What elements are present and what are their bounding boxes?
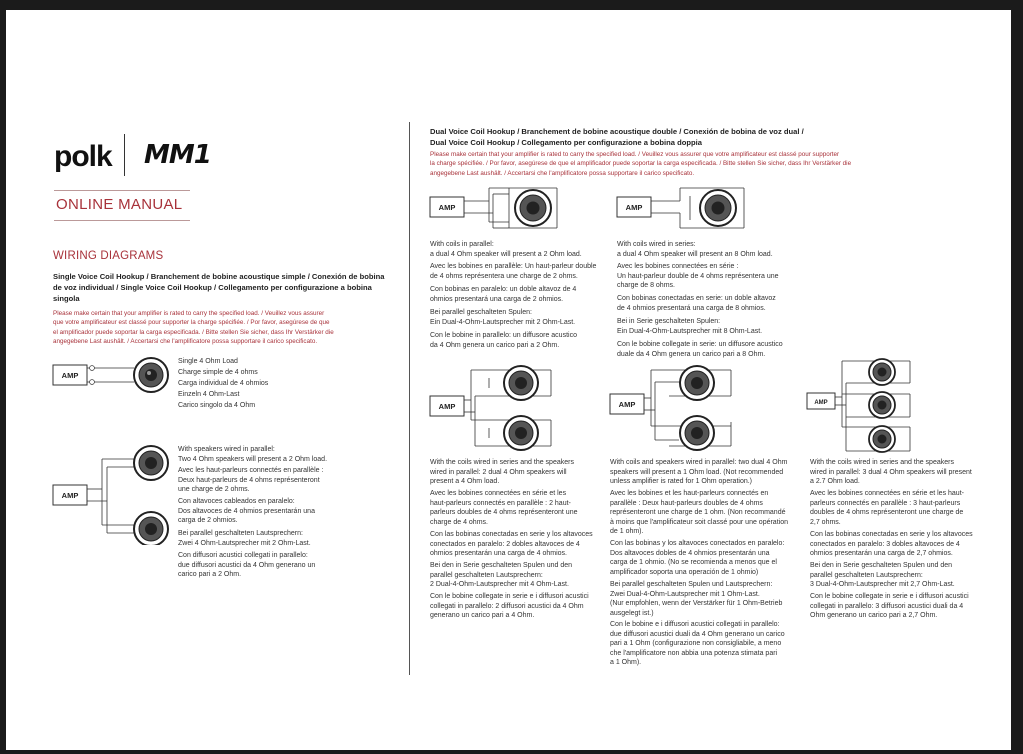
- dvc-warning: Please make certain that your amplifier is rated to carry the specified load. / Veuillez vous assurer que votre amplificateur est classé pour supporter la charge spécifiée. / Por favor, asegúrese de que el amplificador puede soportar la carga especificada. / Bitte stellen Sie sicher, dass Ihr Verstärker die angegebene Last aushält. / Accertarsi che l'amplificatore possa supportare il carico specificato.: [430, 151, 852, 177]
- parallel-text-fr: Avec les haut-parleurs connectés en parallèle : Deux haut-parleurs de 4 ohms représenteront une charge de 2 ohms.: [178, 467, 324, 494]
- dvc-series-fr: Avec les bobines connectées en série : Un haut-parleur double de 4 ohms représentera une charge de 8 ohms.: [617, 263, 779, 290]
- two-series-es: Con las bobinas conectadas en serie y los altavoces conectados en paralelo: 2 dobles altavoces de 4 ohmios presentarán una carga de 4 ohmios.: [430, 531, 593, 558]
- dvc-parallel-it: Con le bobine in parallelo: un diffusore acustico da 4 Ohm genera un carico pari a 2 Ohm.: [430, 332, 577, 349]
- amp-label: AMP: [625, 203, 643, 212]
- section-title: ONLINE MANUAL: [56, 196, 183, 213]
- dvc-series-diagram: [616, 182, 756, 234]
- all-parallel-de: Bei parallel geschalteten Spulen und Lautsprechern: Zwei Dual-4-Ohm-Lautsprecher mit 1 Ohm-Last. (Nur empfohlen, wenn der Verstärker für 1 Ohm-Betrieb ausgelegt ist.): [610, 581, 783, 617]
- parallel-speaker-diagram: [52, 445, 178, 545]
- rule-top: [54, 190, 190, 191]
- three-series-es: Con las bobinas conectadas en serie y los altavoces conectados en paralelo: 3 dobles altavoces de 4 ohmios presentarán una carga de 2,7 ohmios.: [810, 531, 973, 558]
- column-divider: [409, 122, 410, 675]
- dvc-heading: Dual Voice Coil Hookup / Branchement de bobine acoustique double / Conexión de bobina de voz dual / Dual Voice Coil Hookup / Collegamento per configurazione a bobina doppia: [430, 127, 804, 147]
- all-parallel-it: Con le bobine e i diffusori acustici collegati in parallelo: due diffusori acustici duali da 4 Ohm generano un carico pari a 1 Ohm (configurazione non consigliabile, a meno che l'amplificatore non abbia una potenza stimata pari a 1 Ohm).: [610, 621, 785, 667]
- two-series-de: Bei den in Serie geschalteten Spulen und den parallel geschalteten Lautsprechern: 2 Dual-4-Ohm-Lautsprecher mit 4 Ohm-Last.: [430, 562, 573, 589]
- three-series-parallel-diagram: [806, 355, 916, 455]
- dvc-parallel-de: Bei parallel geschalteten Spulen: Ein Dual-4-Ohm-Lautsprecher mit 2 Ohm-Last.: [430, 309, 576, 326]
- parallel-text-en: With speakers wired in parallel: Two 4 Ohm speakers will present a 2 Ohm load.: [178, 446, 328, 463]
- svc-warning: Please make certain that your amplifier is rated to carry the specified load. / Veuillez vous assurer que votre amplificateur est classé pour supporter la charge spécifiée. / Por favor, asegúrese de que el amplificador puede soportar la carga especificada. / Bitte stellen Sie sicher, dass Ihr Verstärker die angegebene Last aushält. / Accertarsi che l'amplificatore possa supportare il carico specificato.: [53, 310, 334, 346]
- svc-heading: Single Voice Coil Hookup / Branchement de bobine acoustique simple / Conexión de bobina de voz individual / Single Voice Coil Hookup / Collegamento per configurazione a bobina singola: [53, 272, 385, 303]
- single-load-text: Single 4 Ohm Load Charge simple de 4 ohms Carga individual de 4 ohmios Einzeln 4 Ohm-Last Carico singolo da 4 Ohm: [178, 358, 269, 409]
- two-series-it: Con le bobine collegate in serie e i diffusori acustici collegati in parallelo: 2 diffusori acustici da 4 Ohm generano un carico pari a 4 Ohm.: [430, 593, 589, 620]
- amp-label: AMP: [61, 491, 79, 500]
- three-series-de: Bei den in Serie geschalteten Spulen und den parallel geschalteten Lautsprechern: 3 Dual-4-Ohm-Lautsprecher mit 2,7 Ohm-Last.: [810, 562, 955, 589]
- dvc-parallel-diagram: [429, 182, 569, 234]
- all-parallel-diagram: [609, 360, 739, 452]
- two-series-fr: Avec les bobines connectées en série et les haut-parleurs connectés en parallèle : 2 haut- parleurs doubles de 4 ohms représenteront une charge de 4 ohms.: [430, 490, 578, 526]
- two-series-en: With the coils wired in series and the speakers wired in parallel: 2 dual 4 Ohm speakers will present a 4 Ohm load.: [430, 459, 574, 486]
- dvc-parallel-en: With coils in parallel: a dual 4 Ohm speaker will present a 2 Ohm load.: [430, 241, 582, 258]
- amp-label: AMP: [814, 400, 828, 406]
- two-series-parallel-diagram: [429, 360, 559, 452]
- manual-page: [6, 10, 1011, 750]
- all-parallel-es: Con las bobinas y los altavoces conectados en paralelo: Dos altavoces dobles de 4 ohmios presentarán una carga de 1 ohmio. (No se recomienda a menos que el amplificador soporta una operación de 1 ohmio): [610, 540, 785, 576]
- all-parallel-en: With coils and speakers wired in parallel: two dual 4 Ohm speakers will present a 1 Ohm load. (Not recommended unless amplifier is rated for 1 Ohm operation.): [610, 459, 788, 486]
- three-series-en: With the coils wired in series and the speakers wired in parallel: 3 dual 4 Ohm speakers will present a 2.7 Ohm load.: [810, 459, 972, 486]
- logo-divider: [124, 134, 125, 176]
- amp-label: AMP: [438, 402, 456, 411]
- mm1-logo: MM1: [144, 140, 211, 170]
- three-series-it: Con le bobine collegate in serie e i diffusori acustici collegati in parallelo: 3 diffusori acustici duali da 4 Ohm generano un carico pari a 2,7 Ohm.: [810, 593, 969, 620]
- subsection-title: WIRING DIAGRAMS: [53, 250, 164, 262]
- parallel-text-it: Con diffusori acustici collegati in parallelo: due diffusori acustici da 4 Ohm generano un carico pari a 2 Ohm.: [178, 552, 316, 579]
- dvc-parallel-es: Con bobinas en paralelo: un doble altavoz de 4 ohmios presentará una carga de 2 ohmios.: [430, 286, 577, 303]
- dvc-series-es: Con bobinas conectadas en serie: un doble altavoz de 4 ohmios presentará una carga de 8 ohmios.: [617, 295, 776, 312]
- amp-label: AMP: [438, 203, 456, 212]
- single-speaker-diagram: [52, 353, 172, 397]
- dvc-parallel-fr: Avec les bobines en parallèle: Un haut-parleur double de 4 ohms représentera une charge de 2 ohms.: [430, 263, 597, 280]
- dvc-series-en: With coils wired in series: a dual 4 Ohm speaker will present an 8 Ohm load.: [617, 241, 773, 258]
- amp-label: AMP: [618, 400, 636, 409]
- three-series-fr: Avec les bobines connectées en série et les haut- parleurs connectés en parallèle : 3 haut-parleurs doubles de 4 ohms représenteront une charge de 2,7 ohms.: [810, 490, 964, 526]
- dvc-series-it: Con le bobine collegate in serie: un diffusore acustico duale da 4 Ohm genera un carico pari a 8 Ohm.: [617, 341, 783, 358]
- all-parallel-fr: Avec les bobines et les haut-parleurs connectés en parallèle : Deux haut-parleurs doubles de 4 ohms représenteront une charge de 1 ohm. (Non recommandé à moins que l'amplificateur soit classé pour une opération de 1 ohm).: [610, 490, 788, 536]
- rule-bottom: [54, 220, 190, 221]
- dvc-series-de: Bei in Serie geschalteten Spulen: Ein Dual-4-Ohm-Lautsprecher mit 8 Ohm-Last.: [617, 318, 763, 335]
- parallel-text-es: Con altavoces cableados en paralelo: Dos altavoces de 4 ohmios presentarán una carga de 2 ohmios.: [178, 498, 315, 525]
- polk-logo: polk: [54, 140, 112, 173]
- parallel-text-de: Bei parallel geschalteten Lautsprechern: Zwei 4 Ohm-Lautsprecher mit 2 Ohm-Last.: [178, 530, 311, 547]
- amp-label: AMP: [61, 371, 79, 380]
